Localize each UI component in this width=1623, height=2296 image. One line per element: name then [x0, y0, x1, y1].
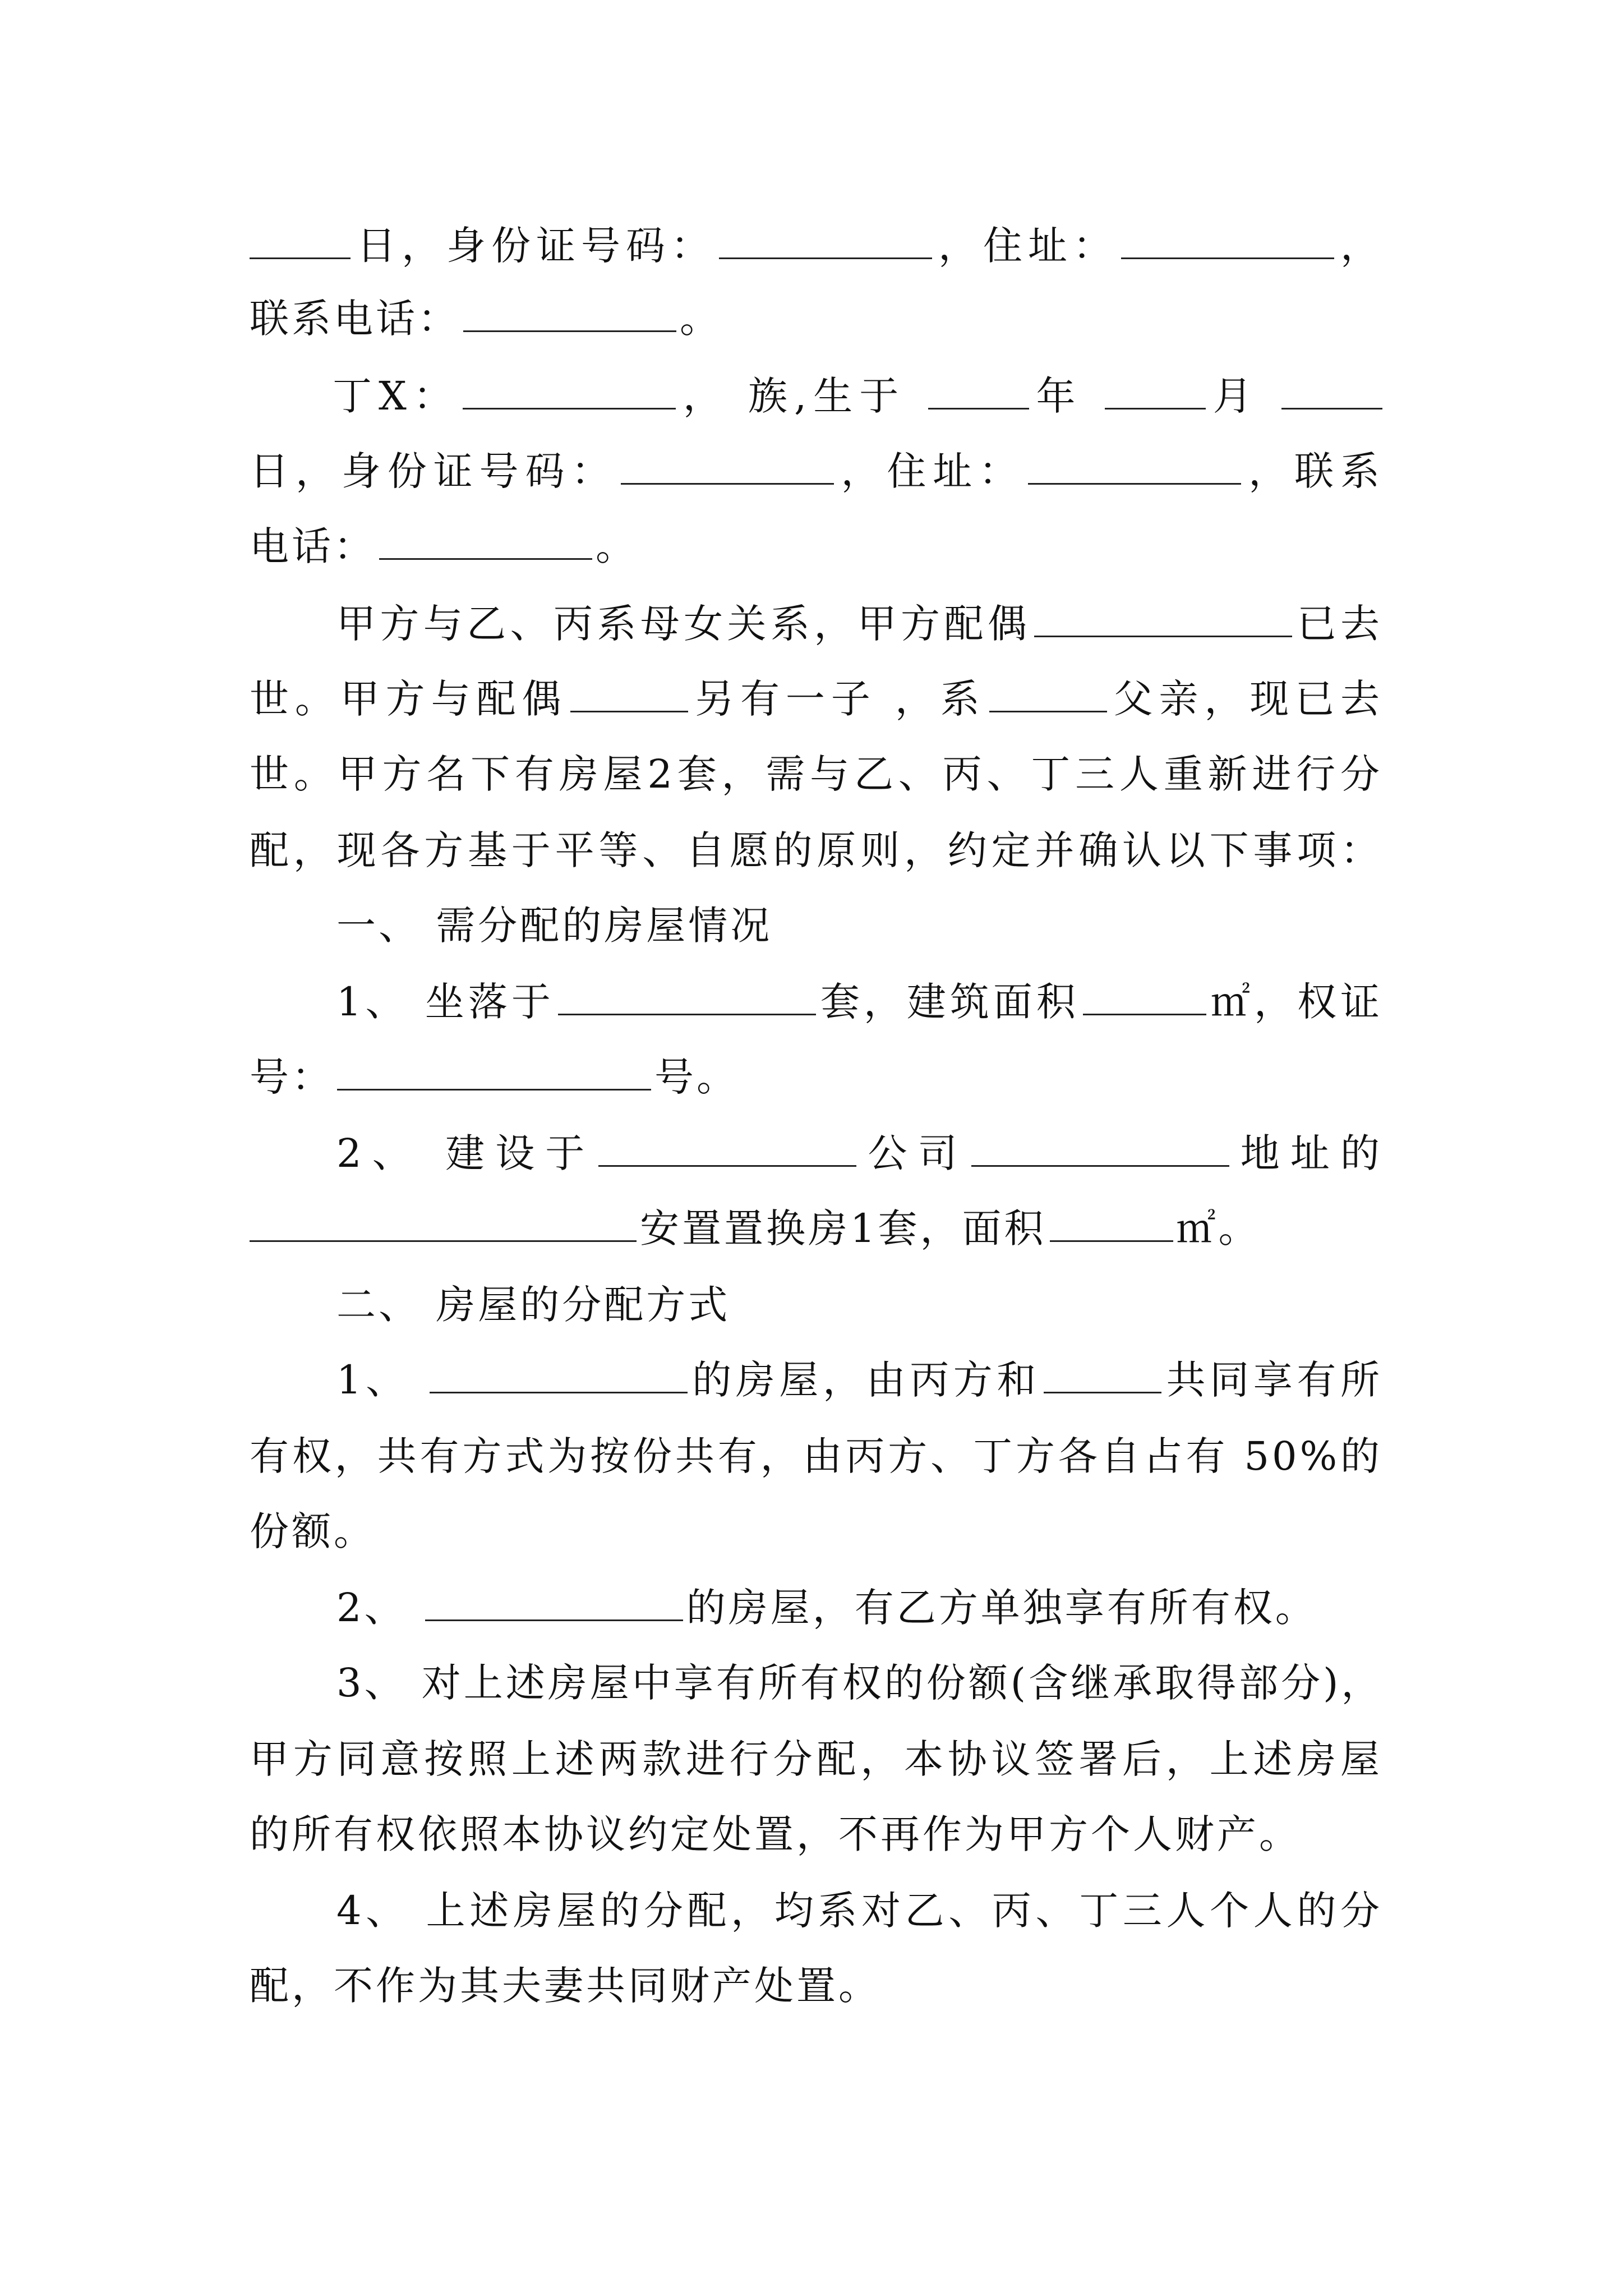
line-17: 有权，共有方式为按份共有，由丙方、丁方各自占有 50%的 — [250, 1433, 1382, 1479]
blank-builder — [598, 1130, 856, 1167]
blank-year — [928, 373, 1029, 409]
blank-phone — [463, 296, 676, 332]
line-14: 安置置换房1套，面积 ㎡。 — [250, 1200, 1382, 1257]
line-12: 号： 号。 — [250, 1054, 739, 1100]
line-16: 1、 的房屋，由丙方和 共同享有所 — [336, 1357, 1383, 1403]
blank-phone-2 — [379, 523, 592, 560]
blank-address — [1121, 223, 1334, 259]
line-8: 世。甲方名下有房屋2套，需与乙、丙、丁三人重新进行分 — [250, 751, 1382, 797]
blank-site-address — [250, 1205, 637, 1242]
blank-id-number-2 — [621, 448, 834, 485]
line-4: 日，身份证号码： ，住址： ，联系 — [250, 448, 1382, 494]
line-1: 日，身份证号码： ，住址： ， — [250, 218, 1382, 274]
blank-father-of — [989, 676, 1107, 712]
line-5: 电话： 。 — [250, 523, 638, 569]
blank-location — [558, 979, 816, 1015]
line-6: 甲方与乙、丙系母女关系，甲方配偶 已去 — [336, 601, 1383, 647]
line-7: 世。甲方与配偶 另有一子 ，系 父亲，现已去 — [250, 676, 1382, 722]
blank-address-2 — [1028, 448, 1241, 485]
line-21: 甲方同意按照上述两款进行分配，本协议签署后，上述房屋 — [250, 1736, 1382, 1782]
blank-property-2 — [425, 1585, 683, 1621]
blank-area — [1083, 979, 1206, 1015]
line-11: 1、 坐落于 套，建筑面积 ㎡，权证 — [336, 979, 1383, 1025]
line-19: 2、 的房屋，有乙方单独享有所有权。 — [336, 1585, 1317, 1631]
blank-spouse — [1034, 601, 1292, 637]
line-9: 配，现各方基于平等、自愿的原则，约定并确认以下事项： — [250, 827, 1382, 873]
blank-month — [1105, 373, 1206, 409]
blank-area-2 — [1050, 1205, 1173, 1242]
line-2: 联系电话： 。 — [250, 296, 722, 342]
blank-company — [971, 1130, 1229, 1167]
blank-name-ding — [463, 373, 676, 409]
line-13: 2、 建设于 公司 地址的 — [336, 1130, 1383, 1176]
blank-day — [250, 223, 351, 259]
line-3: 丁X： ， 族,生于 年 月 — [250, 368, 1382, 424]
line-23: 4、 上述房屋的分配，均系对乙、丙、丁三人个人的分 — [336, 1888, 1382, 1934]
blank-id-number — [719, 223, 932, 259]
line-18: 份额。 — [250, 1508, 376, 1554]
blank-certificate-number — [337, 1054, 651, 1091]
blank-day-2 — [1281, 373, 1382, 409]
line-20: 3、 对上述房屋中享有所有权的份额(含继承取得部分)， — [336, 1660, 1384, 1706]
section-heading-1: 一、 需分配的房屋情况 — [336, 903, 773, 949]
section-heading-2: 二、 房屋的分配方式 — [336, 1282, 731, 1328]
line-22: 的所有权依照本协议约定处置，不再作为甲方个人财产。 — [250, 1811, 1301, 1857]
blank-spouse-name — [570, 676, 688, 712]
blank-property-1 — [430, 1357, 688, 1393]
line-24: 配，不作为其夫妻共同财产处置。 — [250, 1963, 880, 2009]
blank-co-owner — [1044, 1357, 1161, 1393]
